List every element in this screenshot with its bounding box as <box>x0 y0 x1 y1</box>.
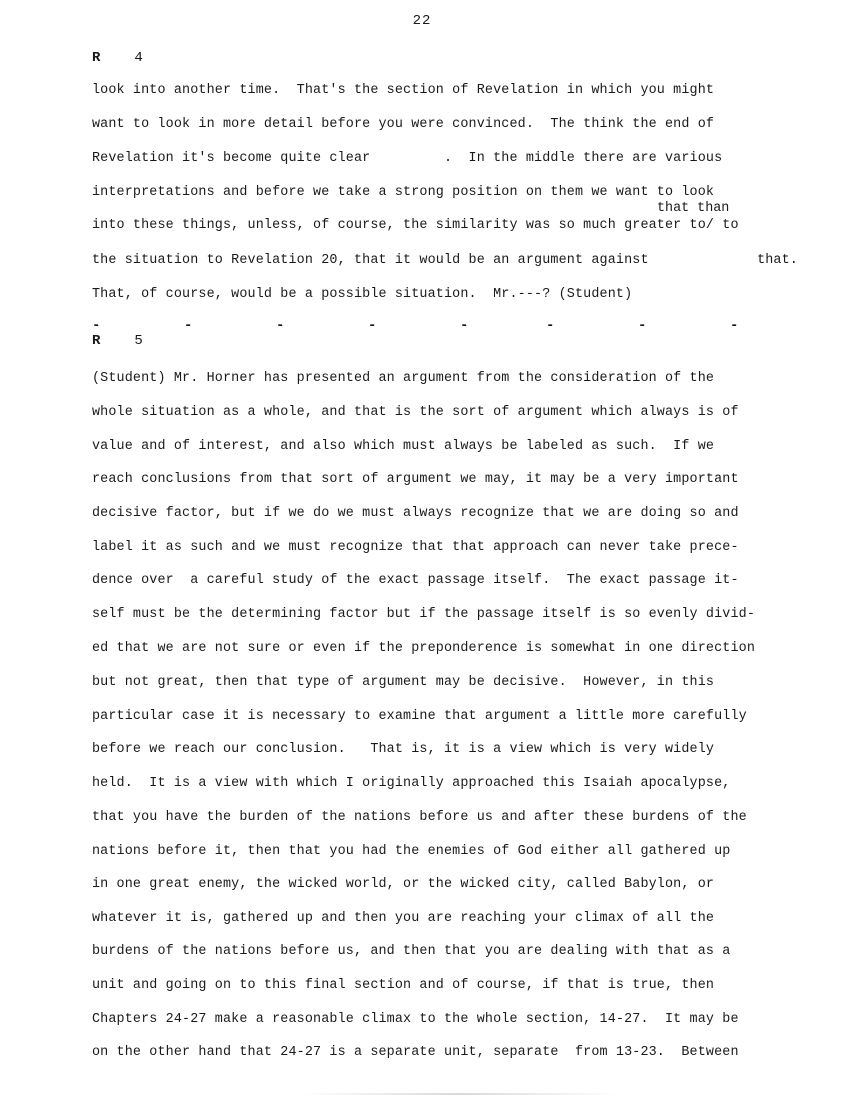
text-line: on the other hand that 24-27 is a separate unit, separate from 13-23. Between <box>92 1045 739 1060</box>
page-number: 22 <box>412 13 432 29</box>
section-letter: R <box>92 50 101 66</box>
divider-dash: - <box>460 318 469 334</box>
text-line: into these things, unless, of course, the similarity was so much greater to/ to <box>92 218 739 233</box>
text-line: unit and going on to this final section and of course, if that is true, then <box>92 978 715 993</box>
text-line: held. It is a view with which I originally approached this Isaiah apocalypse, <box>92 776 731 791</box>
text-line: label it as such and we must recognize that that approach can never take prece- <box>92 540 739 555</box>
section-number: 5 <box>134 333 143 349</box>
text-line: That, of course, would be a possible situation. Mr.---? (Student) <box>92 287 633 302</box>
text-line: value and of interest, and also which must always be labeled as such. If we <box>92 439 715 454</box>
text-line: Chapters 24-27 make a reasonable climax to the whole section, 14-27. It may be <box>92 1012 739 1027</box>
text-line: decisive factor, but if we do we must always recognize that we are doing so and <box>92 506 739 521</box>
text-line: want to look in more detail before you were convinced. The think the end of <box>92 117 715 132</box>
text-line-tail: that. <box>757 253 798 268</box>
text-line: look into another time. That's the section of Revelation in which you might <box>92 83 715 98</box>
divider-dash: - <box>546 318 555 334</box>
divider-dash: - <box>276 318 285 334</box>
text-line: ed that we are not sure or even if the preponderence is somewhat in one direction <box>92 641 756 656</box>
text-line: interpretations and before we take a strong position on them we want to look <box>92 185 715 200</box>
text-line: nations before it, then that you had the enemies of God either all gathered up <box>92 844 731 859</box>
text-line: dence over a careful study of the exact passage itself. The exact passage it- <box>92 573 739 588</box>
section-divider <box>92 318 752 334</box>
section-number: 4 <box>134 50 143 66</box>
text-line: reach conclusions from that sort of argument we may, it may be a very important <box>92 472 739 487</box>
text-line: (Student) Mr. Horner has presented an argument from the consideration of the <box>92 371 715 386</box>
text-line: but not great, then that type of argument may be decisive. However, in this <box>92 675 715 690</box>
text-line: whatever it is, gathered up and then you are reaching your climax of all the <box>92 911 715 926</box>
section-marker-r5 <box>92 333 143 349</box>
text-line: Revelation it's become quite clear . In the middle there are various <box>92 151 723 166</box>
divider-dash: - <box>638 318 647 334</box>
interlinear-insertion: that than <box>657 201 730 216</box>
scan-artifact <box>300 1093 620 1095</box>
text-line: that you have the burden of the nations before us and after these burdens of the <box>92 810 747 825</box>
divider-dash: - <box>368 318 377 334</box>
divider-dash: - <box>730 318 739 334</box>
divider-dash: - <box>184 318 193 334</box>
section-marker-r4 <box>92 50 143 66</box>
text-line: whole situation as a whole, and that is the sort of argument which always is of <box>92 405 739 420</box>
divider-dash: - <box>92 318 101 334</box>
section-letter: R <box>92 333 101 349</box>
text-line: self must be the determining factor but if the passage itself is so evenly divid- <box>92 607 756 622</box>
text-line: the situation to Revelation 20, that it would be an argument against <box>92 253 649 268</box>
text-line: burdens of the nations before us, and then that you are dealing with that as a <box>92 944 731 959</box>
text-line: in one great enemy, the wicked world, or the wicked city, called Babylon, or <box>92 877 715 892</box>
text-line: before we reach our conclusion. That is, it is a view which is very widely <box>92 742 715 757</box>
text-line: particular case it is necessary to examine that argument a little more carefully <box>92 709 747 724</box>
